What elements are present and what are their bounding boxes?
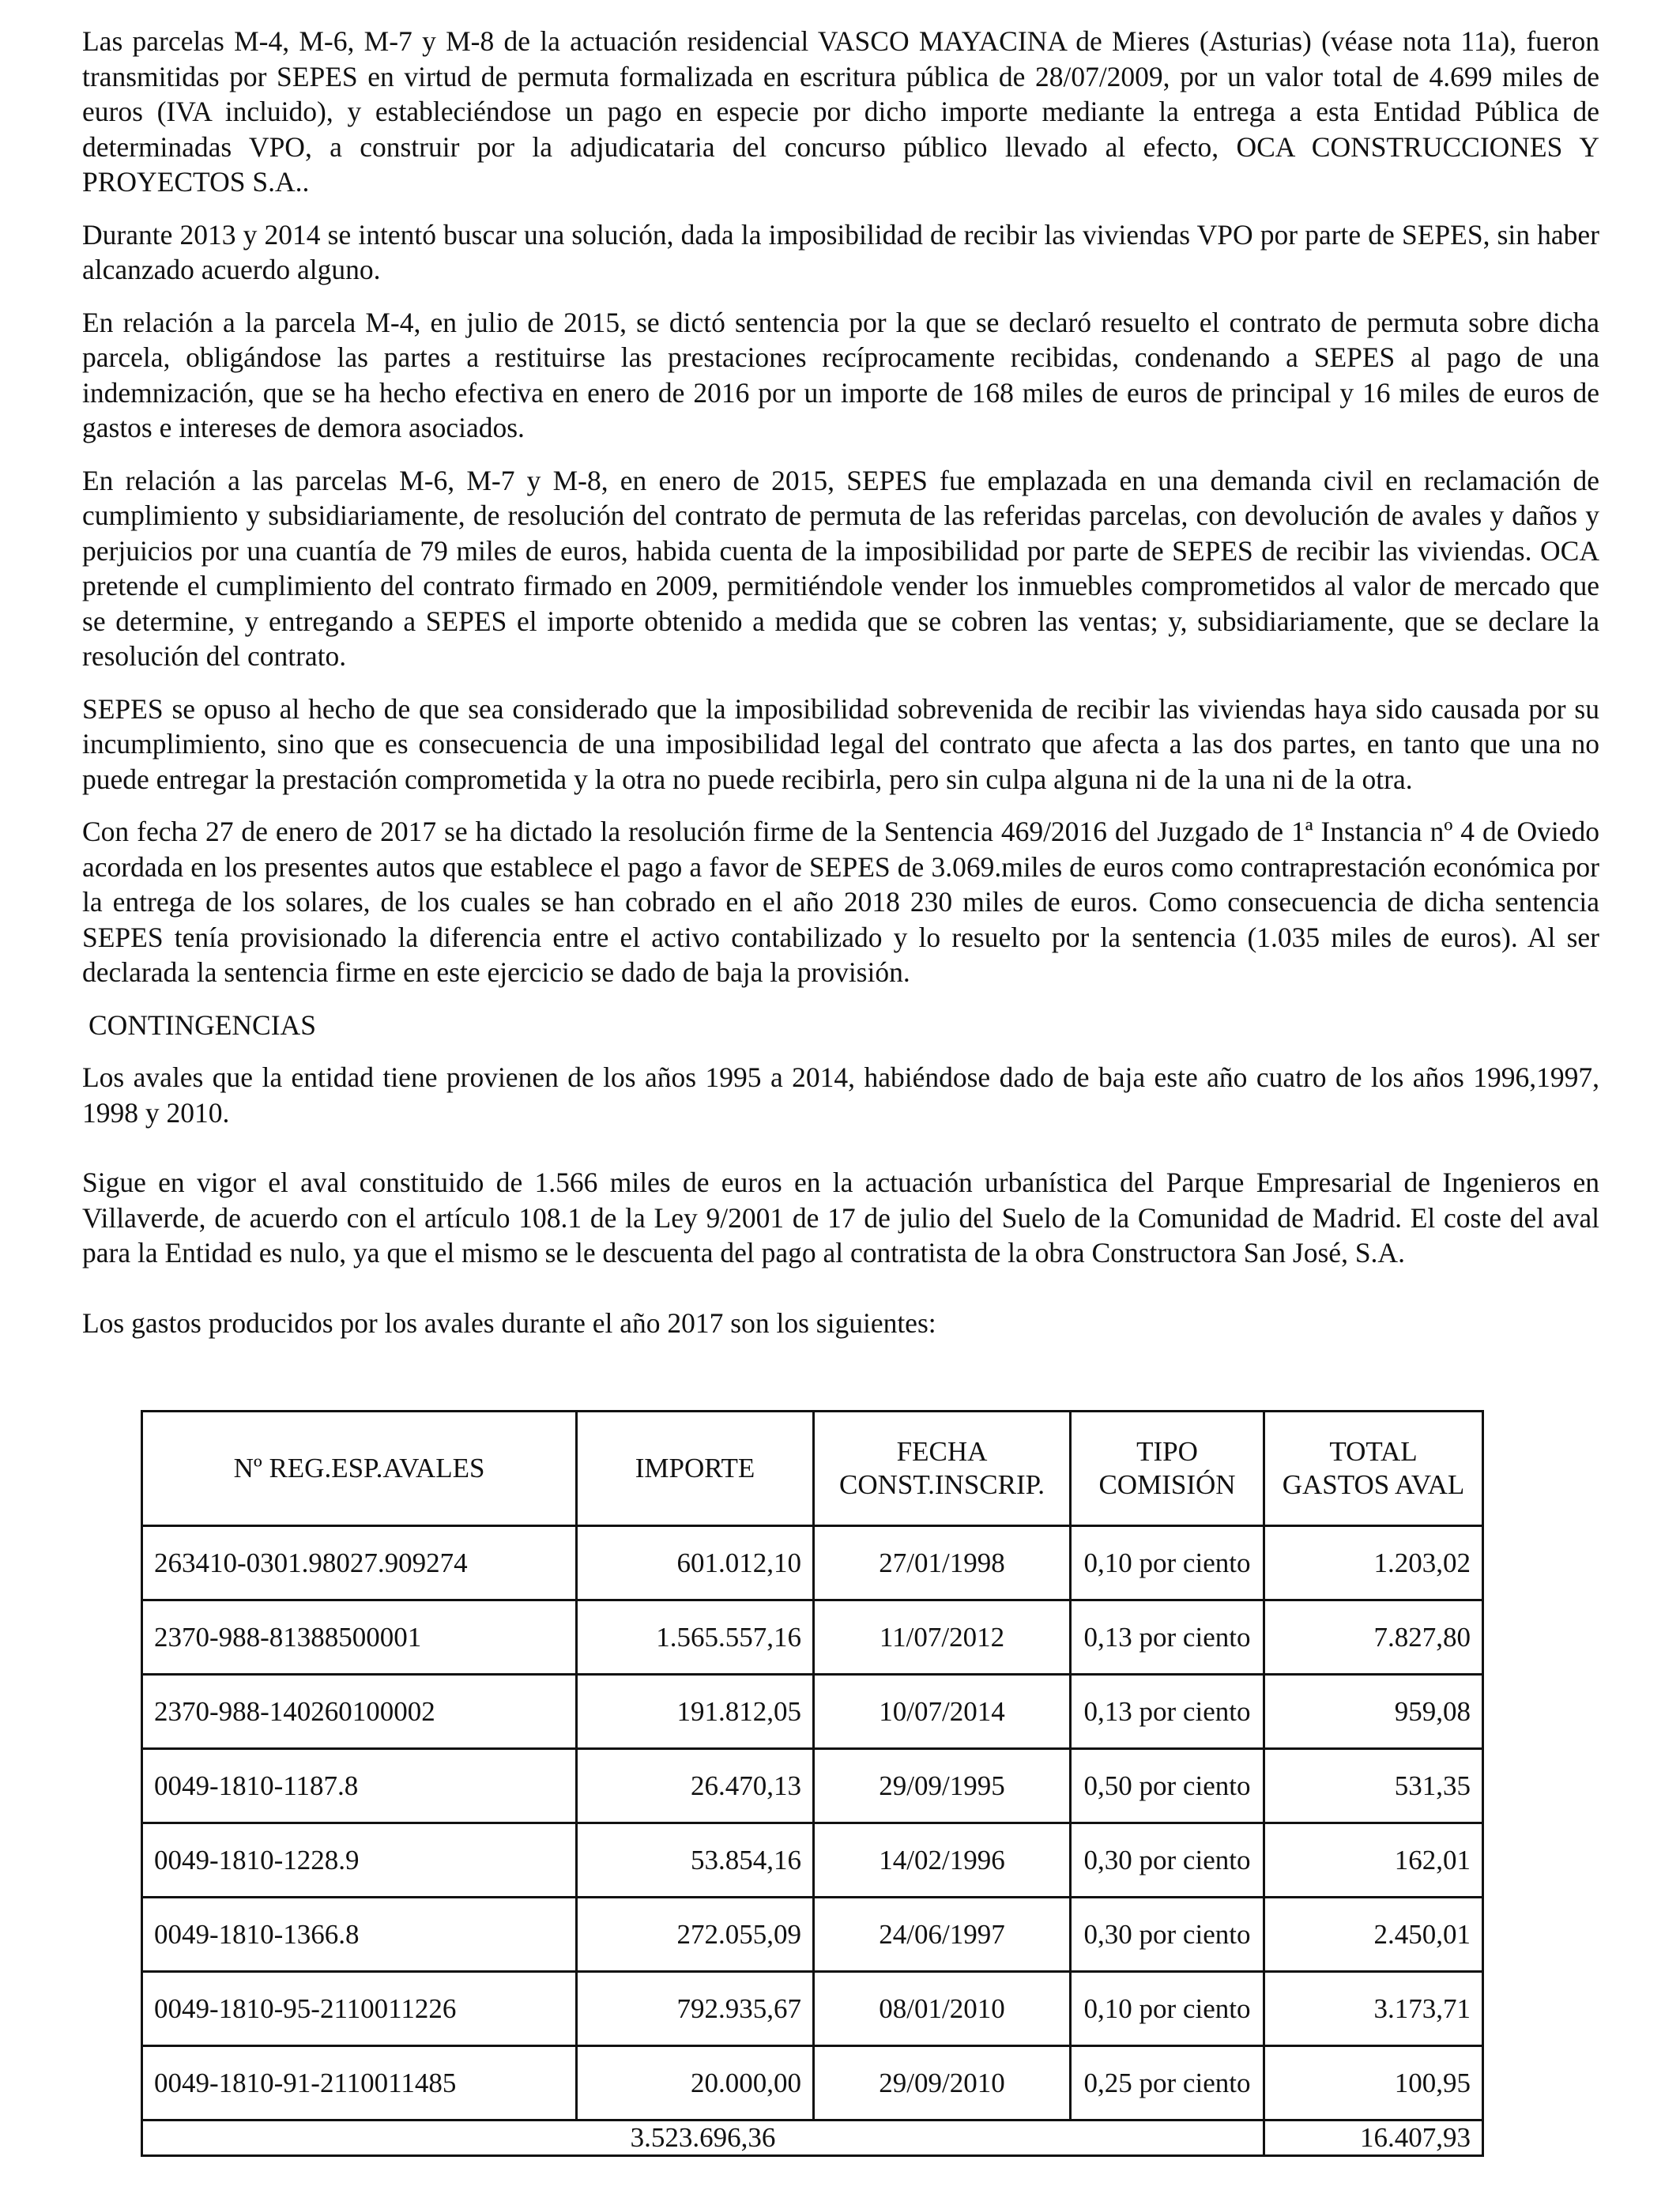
cell-importe: 792.935,67	[577, 1972, 814, 2046]
paragraph: Los gastos producidos por los avales durante el año 2017 son los siguientes:	[82, 1306, 936, 1339]
cell-tipo: 0,10 por ciento	[1071, 1526, 1264, 1600]
cell-total: 2.450,01	[1264, 1898, 1483, 1972]
cell-reg: 2370-988-81388500001	[142, 1600, 577, 1675]
table-row	[142, 1749, 1483, 1823]
cell-fecha: 29/09/1995	[814, 1749, 1071, 1823]
cell-total: 959,08	[1264, 1675, 1483, 1749]
cell-tipo: 0,13 por ciento	[1071, 1675, 1264, 1749]
cell-tipo: 0,13 por ciento	[1071, 1600, 1264, 1675]
cell-fecha: 08/01/2010	[814, 1972, 1071, 2046]
table-row	[142, 1526, 1483, 1600]
table-row	[142, 2046, 1483, 2120]
table-row	[142, 1898, 1483, 1972]
cell-reg: 263410-0301.98027.909274	[142, 1526, 577, 1600]
cell-importe: 26.470,13	[577, 1749, 814, 1823]
cell-fecha: 27/01/1998	[814, 1526, 1071, 1600]
section-heading: CONTINGENCIAS	[89, 1008, 316, 1041]
table-row	[142, 1600, 1483, 1675]
cell-fecha: 10/07/2014	[814, 1675, 1071, 1749]
avales-table	[141, 1410, 1484, 2157]
header-tipo: TIPO COMISIÓN	[1071, 1412, 1264, 1526]
header-total: TOTAL GASTOS AVAL	[1264, 1412, 1483, 1526]
cell-tipo: 0,25 por ciento	[1071, 2046, 1264, 2120]
cell-reg: 0049-1810-1228.9	[142, 1823, 577, 1898]
paragraph: Los avales que la entidad tiene provienen de los años 1995 a 2014, habiéndose dado de baja este año cuatro de los años 1996,1997, 1998 y 2010.	[82, 1061, 1599, 1129]
paragraph: SEPES se opuso al hecho de que sea considerado que la imposibilidad sobrevenida de recibir las viviendas haya sido causada por su incumplimiento, sino que es consecuencia de una imposibilidad legal del contrato que afecta a las dos partes, en tanto que una no puede entregar la prestación comprometida y la otra no puede recibirla, pero sin culpa alguna ni de la una ni de la otra.	[82, 692, 1599, 795]
paragraph: Durante 2013 y 2014 se intentó buscar una solución, dada la imposibilidad de recibir las viviendas VPO por parte de SEPES, sin haber alcanzado acuerdo alguno.	[82, 218, 1599, 285]
cell-reg: 0049-1810-1187.8	[142, 1749, 577, 1823]
cell-total: 7.827,80	[1264, 1600, 1483, 1675]
table-total-row	[142, 2120, 1483, 2156]
cell-importe: 272.055,09	[577, 1898, 814, 1972]
cell-importe: 20.000,00	[577, 2046, 814, 2120]
table-row	[142, 1823, 1483, 1898]
cell-total: 1.203,02	[1264, 1526, 1483, 1600]
paragraph: Las parcelas M-4, M-6, M-7 y M-8 de la actuación residencial VASCO MAYACINA de Mieres (Asturias) (véase nota 11a), fueron transmitidas por SEPES en virtud de permuta formalizada en escritura pública de 28/07/2009, por un valor total de 4.699 miles de euros (IVA incluido), y estableciéndose un pago en especie por dicho importe mediante la entrega a esta Entidad Pública de determinadas VPO, a construir por la adjudicataria del concurso público llevado al efecto, OCA CONSTRUCCIONES Y PROYECTOS S.A..	[82, 25, 1599, 198]
cell-importe: 53.854,16	[577, 1823, 814, 1898]
cell-fecha: 24/06/1997	[814, 1898, 1071, 1972]
header-fecha: FECHA CONST.INSCRIP.	[814, 1412, 1071, 1526]
cell-reg: 2370-988-140260100002	[142, 1675, 577, 1749]
spacer	[82, 1148, 1599, 1165]
table-header-row	[142, 1412, 1483, 1526]
cell-fecha: 29/09/2010	[814, 2046, 1071, 2120]
cell-fecha: 11/07/2012	[814, 1600, 1071, 1675]
cell-importe: 601.012,10	[577, 1526, 814, 1600]
table-row	[142, 1972, 1483, 2046]
cell-total: 3.173,71	[1264, 1972, 1483, 2046]
spacer	[82, 1288, 1599, 1306]
cell-reg: 0049-1810-1366.8	[142, 1898, 577, 1972]
cell-tipo: 0,30 por ciento	[1071, 1823, 1264, 1898]
cell-importe: 191.812,05	[577, 1675, 814, 1749]
document-page	[82, 24, 1599, 1358]
cell-reg: 0049-1810-95-2110011226	[142, 1972, 577, 2046]
total-importe-value: 3.523.696,36	[630, 2122, 776, 2153]
paragraph: Con fecha 27 de enero de 2017 se ha dictado la resolución firme de la Sentencia 469/2016 del Juzgado de 1ª Instancia nº 4 de Oviedo acordada en los presentes autos que establece el pago a favor de SEPES de 3.069.miles de euros como contraprestación económica por la entrega de los solares, de los cuales se han cobrado en el año 2018 230 miles de euros. Como consecuencia de dicha sentencia SEPES tenía provisionado la diferencia entre el activo contabilizado y lo resuelto por la sentencia (1.035 miles de euros). Al ser declarada la sentencia firme en este ejercicio se dado de baja la provisión.	[82, 816, 1599, 988]
cell-total: 162,01	[1264, 1823, 1483, 1898]
cell-tipo: 0,50 por ciento	[1071, 1749, 1264, 1823]
cell-tipo: 0,30 por ciento	[1071, 1898, 1264, 1972]
total-importe	[142, 2120, 1264, 2156]
cell-importe: 1.565.557,16	[577, 1600, 814, 1675]
cell-reg: 0049-1810-91-2110011485	[142, 2046, 577, 2120]
table-row	[142, 1675, 1483, 1749]
paragraph: En relación a la parcela M-4, en julio de 2015, se dictó sentencia por la que se declaró resuelto el contrato de permuta sobre dicha parcela, obligándose las partes a restituirse las prestaciones recíprocamente recibidas, condenando a SEPES al pago de una indemnización, que se ha hecho efectiva en enero de 2016 por un importe de 168 miles de euros de principal y 16 miles de euros de gastos e intereses de demora asociados.	[82, 306, 1599, 443]
cell-tipo: 0,10 por ciento	[1071, 1972, 1264, 2046]
paragraph: Sigue en vigor el aval constituido de 1.566 miles de euros en la actuación urbanística del Parque Empresarial de Ingenieros en Villaverde, de acuerdo con el artículo 108.1 de la Ley 9/2001 de 17 de julio del Suelo de la Comunidad de Madrid. El coste del aval para la Entidad es nulo, ya que el mismo se le descuenta del pago al contratista de la obra Constructora San José, S.A.	[82, 1167, 1599, 1269]
header-reg: Nº REG.ESP.AVALES	[142, 1412, 577, 1526]
cell-total: 100,95	[1264, 2046, 1483, 2120]
total-gastos: 16.407,93	[1264, 2120, 1483, 2156]
cell-total: 531,35	[1264, 1749, 1483, 1823]
paragraph: En relación a las parcelas M-6, M-7 y M-8, en enero de 2015, SEPES fue emplazada en una demanda civil en reclamación de cumplimiento y subsidiariamente, de resolución del contrato de permuta de las referidas parcelas, con devolución de avales y daños y perjuicios por una cuantía de 79 miles de euros, habida cuenta de la imposibilidad por parte de SEPES de recibir las viviendas. OCA pretende el cumplimiento del contrato firmado en 2009, permitiéndole vender los inmuebles comprometidos al valor de mercado que se determine, y entregando a SEPES el importe obtenido a medida que se cobren las ventas; y, subsidiariamente, que se declare la resolución del contrato.	[82, 464, 1599, 672]
header-importe: IMPORTE	[577, 1412, 814, 1526]
cell-fecha: 14/02/1996	[814, 1823, 1071, 1898]
